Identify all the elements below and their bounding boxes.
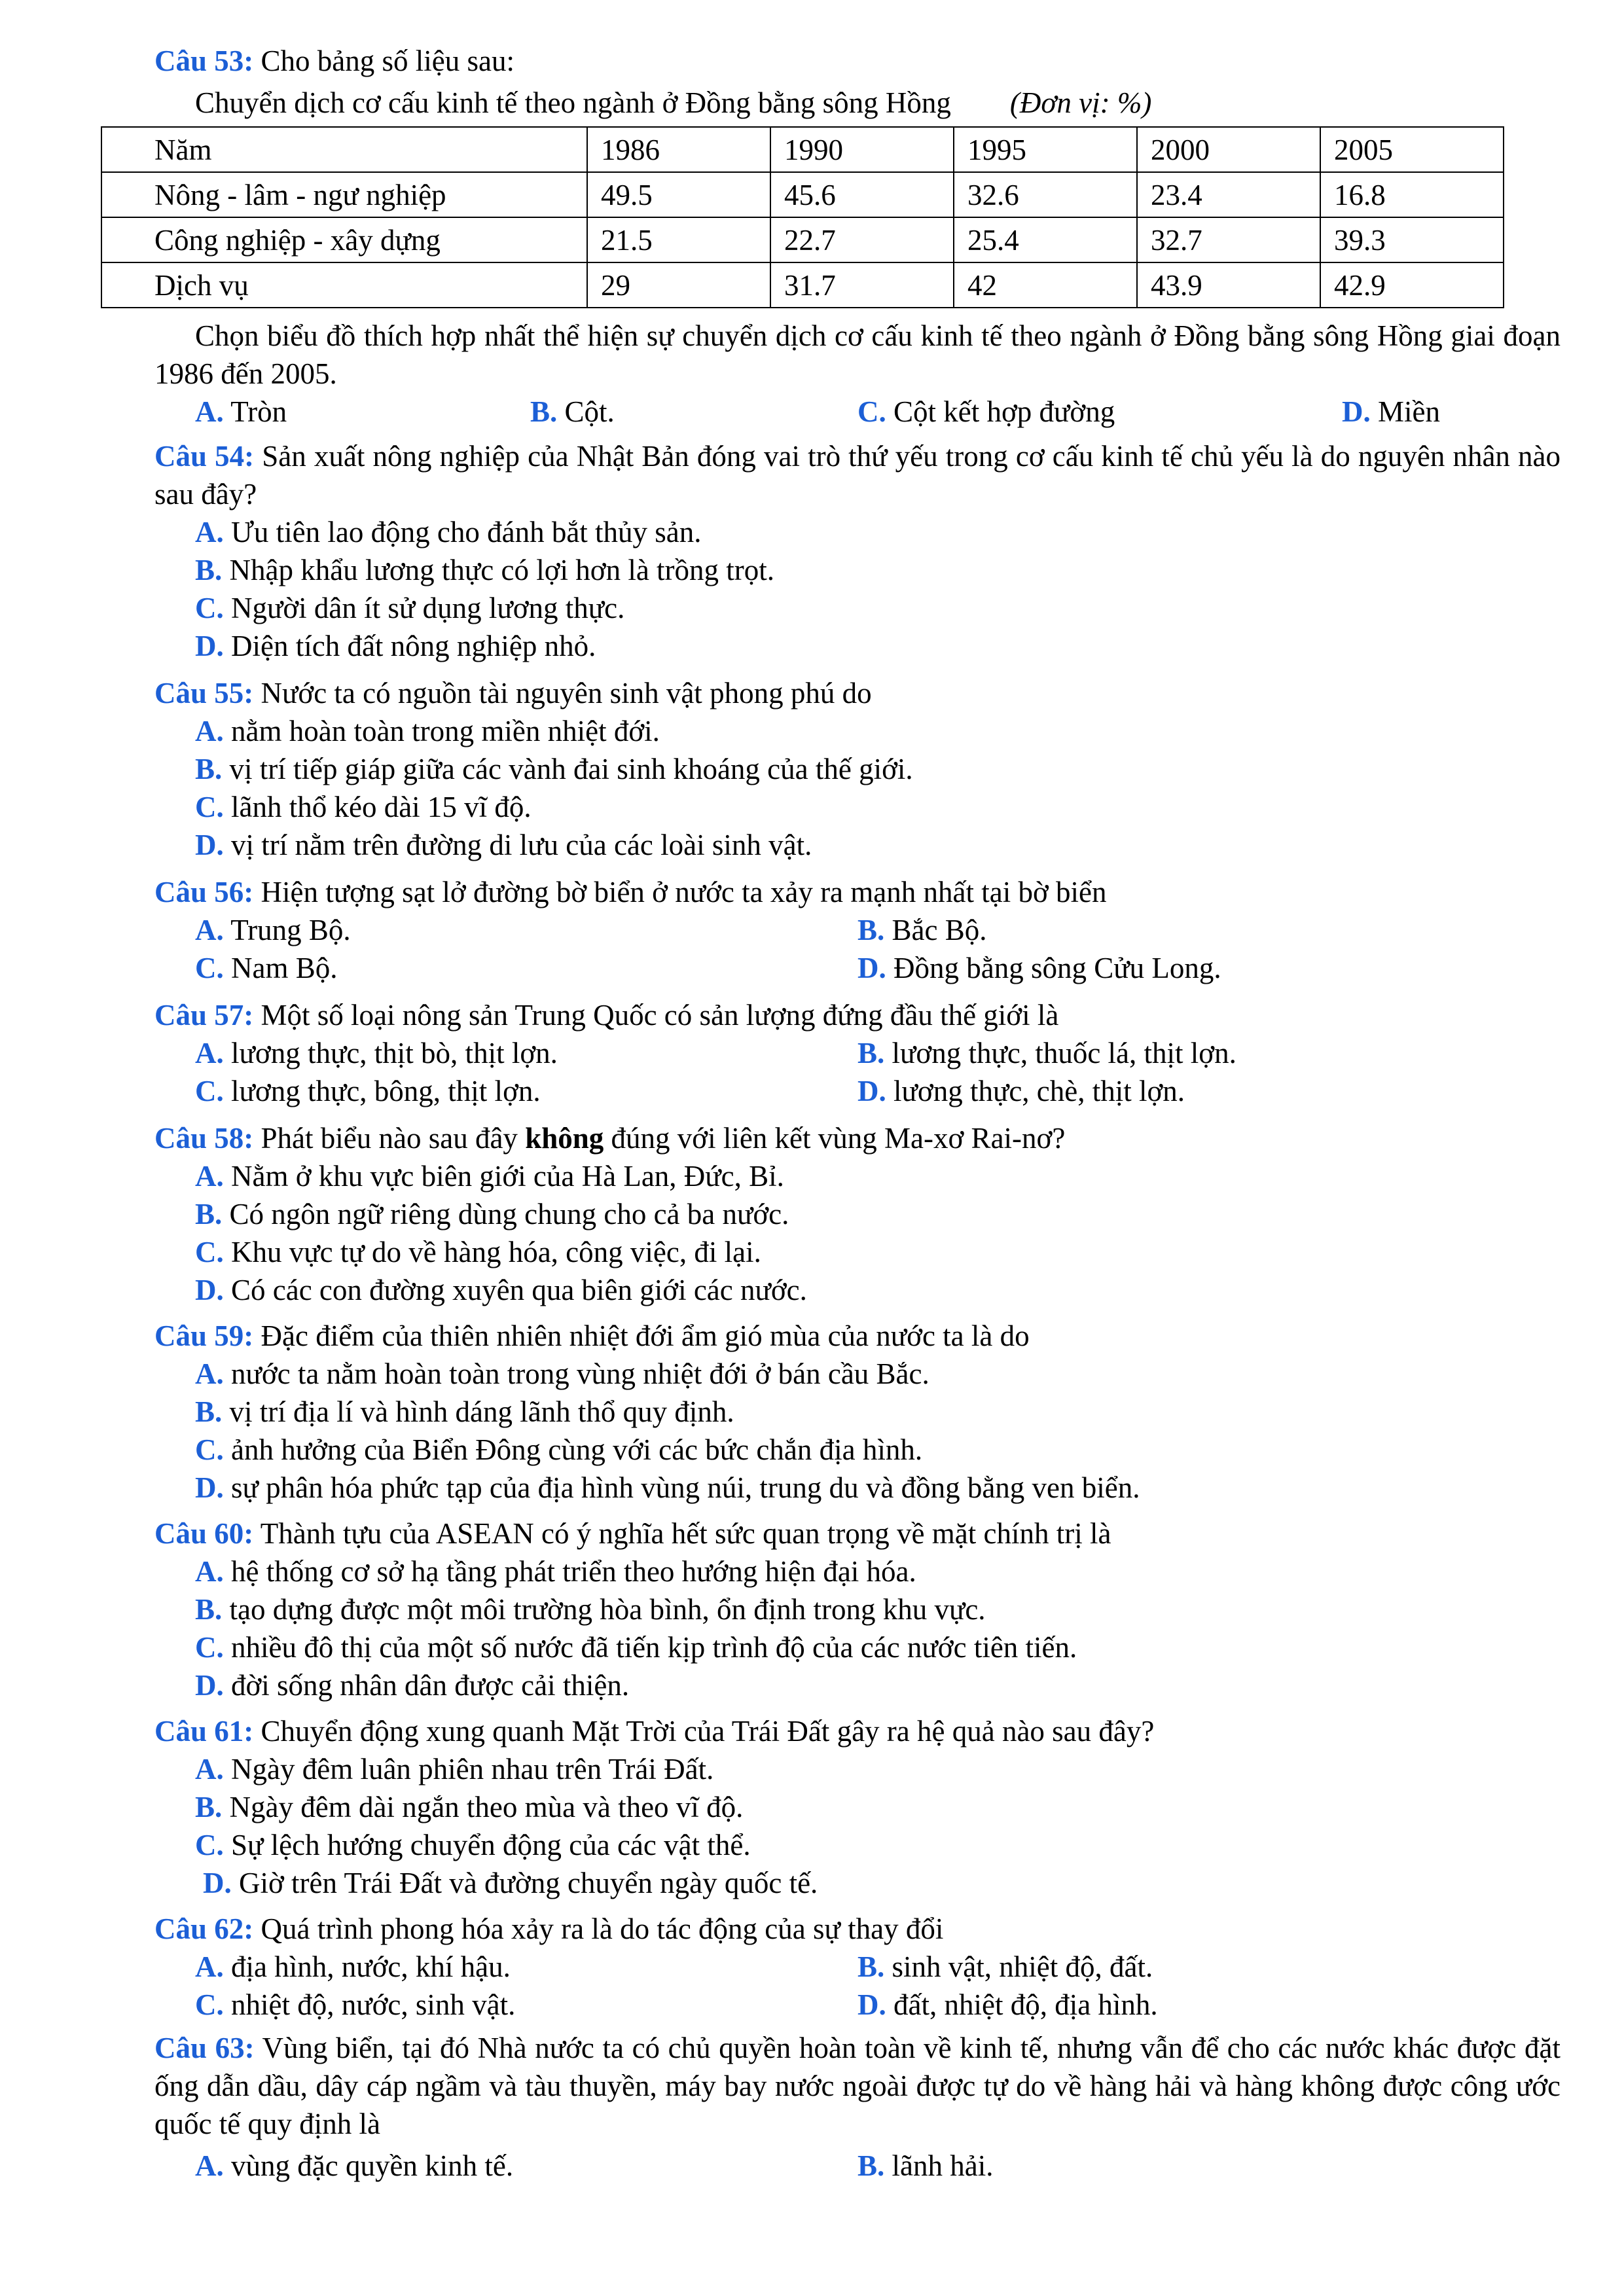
option-c[interactable] xyxy=(195,1986,857,2024)
question-57-text: Một số loại nông sản Trung Quốc có sản lượng đứng đầu thế giới là xyxy=(261,999,1059,1031)
option-text: ảnh hưởng của Biển Đông cùng với các bức chắn địa hình. xyxy=(231,1433,923,1466)
option-b[interactable] xyxy=(154,1195,1561,1233)
question-57-options xyxy=(154,1034,1561,1110)
option-text: đất, nhiệt độ, địa hình. xyxy=(893,1988,1158,2021)
table-cell: 32.7 xyxy=(1137,217,1320,262)
option-text: Tròn xyxy=(230,395,287,428)
question-55-text: Nước ta có nguồn tài nguyên sinh vật phong phú do xyxy=(261,677,872,709)
question-59-label: Câu 59: xyxy=(154,1319,254,1352)
question-59-options xyxy=(154,1355,1561,1507)
option-a[interactable] xyxy=(195,2147,857,2185)
question-63-label: Câu 63: xyxy=(154,2032,255,2064)
option-letter: D. xyxy=(857,1988,886,2021)
question-58-text-after: đúng với liên kết vùng Ma-xơ Rai-nơ? xyxy=(611,1122,1066,1155)
option-text: Trung Bộ. xyxy=(230,914,351,946)
option-letter: A. xyxy=(195,1037,224,1069)
table-cell: 49.5 xyxy=(587,172,770,217)
option-letter: A. xyxy=(195,1357,224,1390)
option-c[interactable] xyxy=(154,1233,1561,1271)
option-text: tạo dựng được một môi trường hòa bình, ổn định trong khu vực. xyxy=(229,1593,986,1626)
option-text: Giờ trên Trái Đất và đường chuyển ngày quốc tế. xyxy=(239,1867,818,1899)
question-61-text: Chuyển động xung quanh Mặt Trời của Trái Đất gây ra hệ quả nào sau đây? xyxy=(261,1715,1155,1748)
question-60-text: Thành tựu của ASEAN có ý nghĩa hết sức quan trọng về mặt chính trị là xyxy=(260,1517,1111,1550)
option-letter: B. xyxy=(195,1198,223,1230)
question-54-stem xyxy=(154,437,1561,513)
option-text: hệ thống cơ sở hạ tầng phát triển theo hướng hiện đại hóa. xyxy=(231,1555,916,1588)
option-letter: C. xyxy=(195,952,224,984)
question-59-text: Đặc điểm của thiên nhiên nhiệt đới ẩm gió mùa của nước ta là do xyxy=(261,1319,1030,1352)
option-letter: C. xyxy=(195,1829,224,1861)
option-c[interactable] xyxy=(154,1628,1561,1666)
question-55-stem xyxy=(154,674,1561,712)
option-letter: A. xyxy=(195,516,224,548)
option-letter: D. xyxy=(857,952,886,984)
table-cell: 45.6 xyxy=(770,172,954,217)
table-row xyxy=(101,172,1504,217)
option-c[interactable] xyxy=(195,949,857,987)
option-text: Nằm ở khu vực biên giới của Hà Lan, Đức, Bỉ. xyxy=(231,1160,784,1193)
option-text: nhiệt độ, nước, sinh vật. xyxy=(231,1988,516,2021)
option-text: sinh vật, nhiệt độ, đất. xyxy=(892,1950,1153,1983)
question-58-text-before: Phát biểu nào sau đây xyxy=(261,1122,518,1155)
option-text: Nhập khẩu lương thực có lợi hơn là trồng trọt. xyxy=(229,554,775,586)
option-text: Cột. xyxy=(564,395,615,428)
question-62-stem xyxy=(154,1910,1561,1948)
option-d[interactable] xyxy=(154,1469,1561,1507)
question-62-text: Quá trình phong hóa xảy ra là do tác động của sự thay đổi xyxy=(261,1912,944,1945)
option-b[interactable] xyxy=(154,551,1561,589)
table-cell: 39.3 xyxy=(1320,217,1504,262)
question-55-options xyxy=(154,712,1561,864)
question-63-text: Vùng biển, tại đó Nhà nước ta có chủ quyền hoàn toàn về kinh tế, nhưng vẫn để cho các nước khác được đặt ống dẫn dầu, dây cáp ngầm và tàu thuyền, máy bay nước ngoài được tự do về hàng hải và hàng không được công ước quốc tế quy định là xyxy=(154,2032,1561,2140)
table-row xyxy=(101,262,1504,308)
question-57-label: Câu 57: xyxy=(154,999,254,1031)
option-b[interactable] xyxy=(857,1948,1520,1986)
option-letter: D. xyxy=(857,1075,886,1107)
data-table xyxy=(101,126,1504,308)
question-56-options xyxy=(154,911,1561,987)
option-text: nước ta nằm hoàn toàn trong vùng nhiệt đới ở bán cầu Bắc. xyxy=(231,1357,929,1390)
table-cell: 22.7 xyxy=(770,217,954,262)
option-text: Đồng bằng sông Cửu Long. xyxy=(893,952,1221,984)
option-d[interactable] xyxy=(857,1986,1520,2024)
option-text: Nam Bộ. xyxy=(231,952,338,984)
option-text: lương thực, chè, thịt lợn. xyxy=(893,1075,1185,1107)
option-text: lương thực, bông, thịt lợn. xyxy=(231,1075,541,1107)
option-letter: C. xyxy=(857,395,886,428)
option-text: vị trí tiếp giáp giữa các vành đai sinh khoáng của thế giới. xyxy=(229,753,913,785)
table-header-cell: 2000 xyxy=(1137,127,1320,172)
option-letter: C. xyxy=(195,592,224,624)
table-cell: 42.9 xyxy=(1320,262,1504,308)
question-62-label: Câu 62: xyxy=(154,1912,254,1945)
question-56-stem xyxy=(154,873,1561,911)
option-d[interactable] xyxy=(154,1271,1561,1309)
option-letter: B. xyxy=(195,1593,223,1626)
question-53-stem xyxy=(154,42,1561,80)
option-b[interactable] xyxy=(857,1034,1520,1072)
option-text: lương thực, thuốc lá, thịt lợn. xyxy=(892,1037,1236,1069)
option-letter: A. xyxy=(195,1160,224,1193)
option-text: nhiều đô thị của một số nước đã tiến kịp trình độ của các nước tiên tiến. xyxy=(231,1631,1077,1664)
table-caption xyxy=(195,84,1151,122)
table-header-cell: 2005 xyxy=(1320,127,1504,172)
table-cell: 43.9 xyxy=(1137,262,1320,308)
option-text: Khu vực tự do về hàng hóa, công việc, đi lại. xyxy=(231,1236,761,1268)
option-letter: A. xyxy=(195,715,224,747)
option-b[interactable] xyxy=(154,750,1561,788)
option-text: Diện tích đất nông nghiệp nhỏ. xyxy=(231,630,596,662)
question-59-stem xyxy=(154,1317,1561,1355)
option-letter: C. xyxy=(195,1631,224,1664)
question-55-label: Câu 55: xyxy=(154,677,254,709)
option-letter: C. xyxy=(195,1988,224,2021)
option-letter: D. xyxy=(195,1471,224,1504)
question-60-stem xyxy=(154,1515,1561,1552)
table-cell: Dịch vụ xyxy=(101,262,587,308)
option-letter: C. xyxy=(195,1433,224,1466)
option-text: sự phân hóa phức tạp của địa hình vùng núi, trung du và đồng bằng ven biển. xyxy=(231,1471,1140,1504)
table-unit: (Đơn vị: %) xyxy=(1009,86,1152,119)
table-cell: 21.5 xyxy=(587,217,770,262)
table-cell: 25.4 xyxy=(954,217,1137,262)
table-cell: 16.8 xyxy=(1320,172,1504,217)
option-a[interactable] xyxy=(195,1034,857,1072)
question-60-label: Câu 60: xyxy=(154,1517,254,1550)
table-cell: 23.4 xyxy=(1137,172,1320,217)
option-b[interactable] xyxy=(530,393,857,431)
option-b[interactable] xyxy=(857,2147,1520,2185)
option-d[interactable] xyxy=(154,826,1561,864)
option-text: vùng đặc quyền kinh tế. xyxy=(231,2149,514,2182)
option-text: nằm hoàn toàn trong miền nhiệt đới. xyxy=(231,715,660,747)
option-d[interactable] xyxy=(857,949,1520,987)
option-text: đời sống nhân dân được cải thiện. xyxy=(231,1669,630,1702)
option-a[interactable] xyxy=(154,1552,1561,1590)
question-56-label: Câu 56: xyxy=(154,876,254,908)
option-a[interactable] xyxy=(195,911,857,949)
question-53-options xyxy=(154,393,1561,431)
question-60-options xyxy=(154,1552,1561,1704)
option-text: lương thực, thịt bò, thịt lợn. xyxy=(231,1037,558,1069)
option-b[interactable] xyxy=(154,1590,1561,1628)
option-letter: D. xyxy=(195,829,224,861)
option-c[interactable] xyxy=(154,1826,1561,1864)
option-letter: A. xyxy=(195,1753,224,1785)
question-63-stem xyxy=(154,2029,1561,2143)
option-letter: B. xyxy=(530,395,558,428)
question-61-options xyxy=(154,1750,1561,1902)
option-letter: A. xyxy=(195,1950,224,1983)
question-57-stem xyxy=(154,996,1561,1034)
question-58-stem xyxy=(154,1119,1561,1157)
table-cell: 32.6 xyxy=(954,172,1137,217)
table-cell: 31.7 xyxy=(770,262,954,308)
table-cell: Công nghiệp - xây dựng xyxy=(101,217,587,262)
option-letter: D. xyxy=(195,1274,224,1306)
option-letter: A. xyxy=(195,395,224,428)
question-61-stem xyxy=(154,1712,1561,1750)
option-letter: A. xyxy=(195,2149,224,2182)
question-62-options xyxy=(154,1948,1561,2024)
option-letter: C. xyxy=(195,1236,224,1268)
question-53-text: Cho bảng số liệu sau: xyxy=(261,45,514,77)
table-cell: 29 xyxy=(587,262,770,308)
option-letter: B. xyxy=(195,554,223,586)
option-b[interactable] xyxy=(154,1788,1561,1826)
table-cell: Nông - lâm - ngư nghiệp xyxy=(101,172,587,217)
option-b[interactable] xyxy=(154,1393,1561,1431)
option-b[interactable] xyxy=(857,911,1520,949)
option-letter: B. xyxy=(857,1037,885,1069)
option-text: Sự lệch hướng chuyển động của các vật thể. xyxy=(231,1829,751,1861)
option-d[interactable] xyxy=(1342,393,1440,431)
option-a[interactable] xyxy=(195,393,530,431)
question-56-text: Hiện tượng sạt lở đường bờ biển ở nước ta xảy ra mạnh nhất tại bờ biển xyxy=(261,876,1107,908)
option-c[interactable] xyxy=(154,788,1561,826)
option-text: Người dân ít sử dụng lương thực. xyxy=(231,592,625,624)
option-text: Có ngôn ngữ riêng dùng chung cho cả ba nước. xyxy=(229,1198,789,1230)
option-letter: B. xyxy=(857,2149,885,2182)
table-cell: 42 xyxy=(954,262,1137,308)
option-letter: B. xyxy=(195,1395,223,1428)
option-a[interactable] xyxy=(154,1157,1561,1195)
option-text: lãnh hải. xyxy=(892,2149,994,2182)
question-61-label: Câu 61: xyxy=(154,1715,254,1748)
option-letter: A. xyxy=(195,914,224,946)
question-53-prompt: Chọn biểu đồ thích hợp nhất thể hiện sự chuyển dịch cơ cấu kinh tế theo ngành ở Đồng bằng sông Hồng giai đoạn 1986 đến 2005. xyxy=(154,319,1561,390)
option-a[interactable] xyxy=(154,1355,1561,1393)
option-c[interactable] xyxy=(857,393,1342,431)
option-text: Ngày đêm luân phiên nhau trên Trái Đất. xyxy=(231,1753,714,1785)
option-text: Ngày đêm dài ngắn theo mùa và theo vĩ độ. xyxy=(229,1791,744,1823)
option-a[interactable] xyxy=(154,712,1561,750)
option-d[interactable] xyxy=(154,1666,1561,1704)
option-letter: B. xyxy=(857,914,885,946)
table-header-row xyxy=(101,127,1504,172)
option-text: Cột kết hợp đường xyxy=(893,395,1115,428)
option-text: Bắc Bộ. xyxy=(892,914,987,946)
table-header-cell: 1990 xyxy=(770,127,954,172)
option-letter: D. xyxy=(203,1867,232,1899)
option-a[interactable] xyxy=(154,1750,1561,1788)
option-letter: B. xyxy=(195,753,223,785)
option-a[interactable] xyxy=(195,1948,857,1986)
option-letter: B. xyxy=(195,1791,223,1823)
option-c[interactable] xyxy=(195,1072,857,1110)
table-header-cell: 1986 xyxy=(587,127,770,172)
question-63-options xyxy=(154,2147,1561,2185)
question-54-label: Câu 54: xyxy=(154,440,255,473)
option-d[interactable] xyxy=(154,1864,1561,1902)
option-text: lãnh thổ kéo dài 15 vĩ độ. xyxy=(231,791,532,823)
option-c[interactable] xyxy=(154,1431,1561,1469)
question-58-options xyxy=(154,1157,1561,1309)
option-d[interactable] xyxy=(857,1072,1520,1110)
option-letter: C. xyxy=(195,791,224,823)
option-letter: A. xyxy=(195,1555,224,1588)
table-header-cell: Năm xyxy=(101,127,587,172)
table-caption-text: Chuyển dịch cơ cấu kinh tế theo ngành ở Đồng bằng sông Hồng xyxy=(195,86,951,119)
option-c[interactable] xyxy=(154,589,1561,627)
question-58-emphasis: không xyxy=(525,1122,604,1155)
option-text: vị trí địa lí và hình dáng lãnh thổ quy định. xyxy=(229,1395,734,1428)
option-d[interactable] xyxy=(154,627,1561,665)
question-54-options xyxy=(154,513,1561,665)
option-text: Ưu tiên lao động cho đánh bắt thủy sản. xyxy=(231,516,702,548)
option-letter: D. xyxy=(195,1669,224,1702)
option-letter: B. xyxy=(857,1950,885,1983)
table-header-cell: 1995 xyxy=(954,127,1137,172)
question-53-label: Câu 53: xyxy=(154,45,254,77)
option-a[interactable] xyxy=(154,513,1561,551)
option-letter: C. xyxy=(195,1075,224,1107)
option-text: Có các con đường xuyên qua biên giới các nước. xyxy=(231,1274,807,1306)
option-text: Miền xyxy=(1378,395,1440,428)
option-letter: D. xyxy=(195,630,224,662)
option-letter: D. xyxy=(1342,395,1371,428)
option-text: địa hình, nước, khí hậu. xyxy=(231,1950,511,1983)
question-58-label: Câu 58: xyxy=(154,1122,254,1155)
option-text: vị trí nằm trên đường di lưu của các loài sinh vật. xyxy=(231,829,812,861)
table-row xyxy=(101,217,1504,262)
question-54-text: Sản xuất nông nghiệp của Nhật Bản đóng vai trò thứ yếu trong cơ cấu kinh tế chủ yếu là do nguyên nhân nào sau đây? xyxy=(154,440,1561,511)
